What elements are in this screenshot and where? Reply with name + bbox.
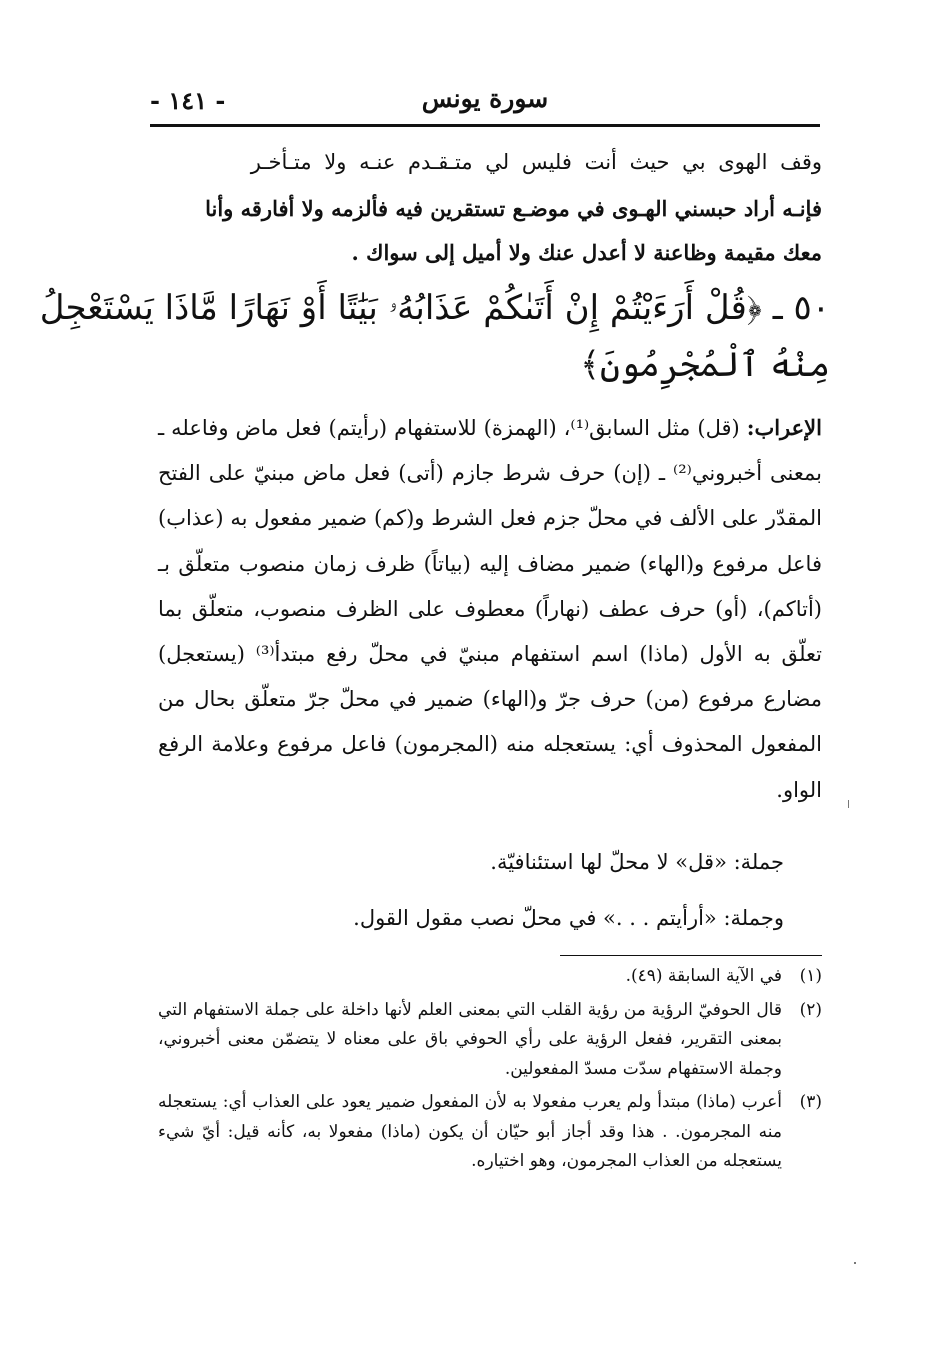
irab-label: الإعراب: (746, 415, 822, 440)
footnote-number: (٢) (799, 999, 822, 1020)
irab-paragraph (158, 405, 822, 813)
footnote-number: (١) (799, 966, 822, 986)
scan-speck (854, 1262, 856, 1264)
footnotes (158, 962, 822, 1181)
footnote-text: في الآية السابقة (٤٩). (625, 966, 782, 986)
page-header (150, 80, 820, 127)
quran-verse-line-1: ٥٠ ـ ﴿قُلْ أَرَءَيْتُمْ إِنْ أَتَىٰكُمْ عَذَابُهُۥ بَيَٰتًا أَوْ نَهَارًا مَّاذَا يَسْتَعْجِلُ (39, 288, 830, 328)
footnote-1 (158, 962, 822, 992)
surah-title: سورة يونس (421, 84, 549, 113)
footnote-text: أعرب (ماذا) مبتدأ ولم يعرب مفعولا به لأن المفعول ضمير يعود على العذاب أي: يستعجله منه المجرمون. . هذا وقد أجاز أبو حيّان أن يكون (ماذا) مفعولا به، كأنه قيل: أيّ شيء يستعجله من العذاب المجرمون، وهو اختياره. (158, 1092, 782, 1171)
scan-speck (848, 800, 849, 808)
irab-text: (قل) مثل السابق⁽¹⁾، (الهمزة) للاستفهام (رأيتم) فعل ماض وفاعله ـ بمعنى أخبروني⁽²⁾ ـ (إن) حرف شرط جازم (أتى) فعل ماض مبنيّ على الفتح المقدّر على الألف في محلّ جزم فعل الشرط و(كم) ضمير مفعول به (عذاب) فاعل مرفوع و(الهاء) ضمير مضاف إليه (بياتاً) ظرف زمان منصوب متعلّق بـ (أتاكم)، (أو) حرف عطف (نهاراً) معطوف على الظرف منصوب، متعلّق بما تعلّق به الأول (ماذا) اسم استفهام مبنيّ في محلّ رفع مبتدأ⁽³⁾ (يستعجل) مضارع مرفوع (من) حرف جرّ و(الهاء) ضمير في محلّ جرّ متعلّق بحال من المفعول المحذوف أي: يستعجله منه (المجرمون) فاعل مرفوع وعلامة الرفع الواو. (158, 416, 822, 802)
footnote-3 (158, 1088, 822, 1177)
footnote-number: (٣) (799, 1092, 822, 1112)
commentary-line-1: فإنـه أراد حبسني الهـوى في موضـع تستقرين فيه فألزمه ولا أفارقه وأنا (205, 196, 822, 221)
poem-verse: وقف الهوى بي حيث أنت فليس لي متـقـدم عنـه ولا متـأخـر (250, 150, 822, 174)
footnote-text: قال الحوفيّ الرؤية من رؤية القلب التي بمعنى العلم لأنها داخلة على جملة الاستفهام التي بمعنى التقرير، ففعل الرؤية على رأي الحوفي باق على معناه لا يتضمّن معنى أخبروني، وجملة الاستفهام سدّت مسدّ المفعولين. (158, 999, 782, 1079)
footnote-separator (560, 955, 822, 956)
sentence-1: جملة: «قل» لا محلّ لها استئنافيّة. (490, 850, 784, 874)
footnote-2 (158, 996, 822, 1085)
sentence-2: وجملة: «أرأيتم . . .» في محلّ نصب مقول القول. (353, 906, 784, 930)
commentary-line-2: معك مقيمة وظاعنة لا أعدل عنك ولا أميل إلى سواك . (351, 240, 822, 265)
quran-verse-line-2: مِنْهُ ٱلْمُجْرِمُونَ﴾ (580, 345, 830, 385)
page-number: - ١٤١ - (150, 86, 226, 115)
